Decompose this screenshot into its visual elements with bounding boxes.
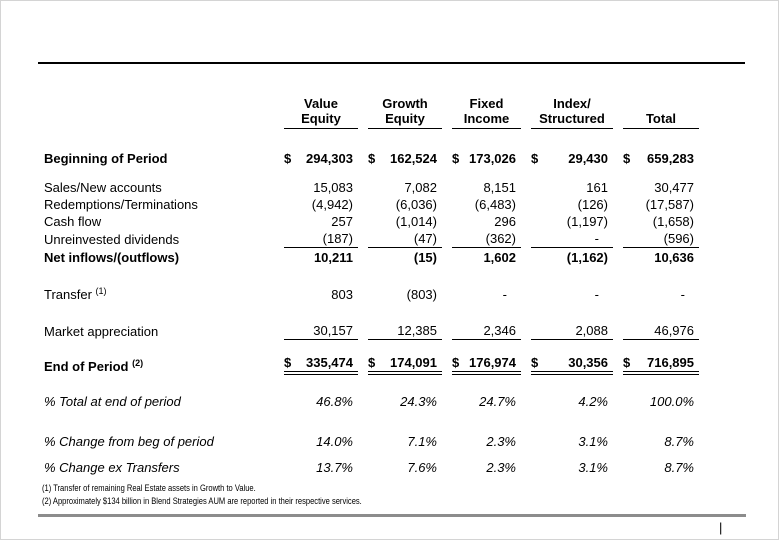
row-redemptions-terminations [44,196,704,213]
header-line1: Value [304,96,338,111]
cell-index-structured: 161 [586,180,608,195]
cell-total: 30,477 [654,180,694,195]
cell-fixed-income: 8,151 [483,180,516,195]
header-line1: Fixed [469,96,504,111]
cell-fixed-income: 24.7% [479,394,516,409]
cell-growth-equity: (47) [368,230,442,248]
cell-growth-equity: 7.1% [407,434,437,449]
cell-growth-equity: (1,014) [395,214,437,229]
cell-total [623,150,699,167]
row-label: Cash flow [44,214,102,229]
row-unreinvested-dividends [44,230,704,248]
currency-symbol: $ [623,355,631,370]
header-line1: Index/ [553,96,591,111]
cell-fixed-income: 296 [494,214,516,229]
currency-symbol: $ [284,355,292,370]
amount: 173,026 [469,151,516,166]
footnotes [42,482,423,508]
row-label: Sales/New accounts [44,180,162,195]
table-header-row [44,96,704,129]
header-line2: Income [463,111,510,126]
cell-total: 46,976 [623,322,699,340]
cell-index-structured [531,354,613,375]
cell-index-structured: (126) [577,197,608,212]
cell-growth-equity [368,354,442,375]
cell-growth-equity: 7.6% [407,460,437,475]
cell-total [623,354,699,375]
cell-growth-equity: 7,082 [404,180,437,195]
cell-index-structured: 3.1% [578,434,608,449]
text-cursor-mark: | [719,520,723,535]
header-line2: Total [645,111,677,126]
row-cash-flow [44,213,704,230]
cell-value-equity: 13.7% [316,460,353,475]
cell-growth-equity [368,150,442,167]
column-header-total [623,111,699,129]
row-label [44,355,274,375]
cell-total: 8.7% [664,460,694,475]
bottom-divider-rule [38,514,746,517]
row-transfer [44,283,704,303]
cell-total: - [680,287,685,302]
amount: 659,283 [647,151,694,166]
cell-index-structured [531,150,613,167]
amount: 294,303 [306,151,353,166]
cell-fixed-income: - [502,287,507,302]
cell-value-equity: 10,211 [313,250,353,265]
row-label: % Change from beg of period [44,434,214,449]
amount: 716,895 [647,355,694,370]
row-end-of-period [44,354,704,375]
cell-growth-equity: (6,036) [395,197,437,212]
row-market-appreciation [44,322,704,340]
cell-fixed-income: 1,602 [483,250,516,265]
row-label: Market appreciation [44,324,159,339]
row-label: Redemptions/Terminations [44,197,198,212]
cell-index-structured: (1,162) [566,250,608,265]
row-net-inflows-outflows [44,248,704,266]
row-label: Beginning of Period [44,151,168,166]
cell-value-equity: 46.8% [316,394,353,409]
row-label: % Change ex Transfers [44,460,180,475]
cell-value-equity: 14.0% [316,434,353,449]
row-label: Net inflows/(outflows) [44,250,180,265]
header-line1: Growth [382,96,428,111]
currency-symbol: $ [368,151,376,166]
amount: 174,091 [390,355,437,370]
currency-symbol: $ [368,355,376,370]
row-label: % Total at end of period [44,394,181,409]
cell-index-structured: 3.1% [578,460,608,475]
cell-total: 100.0% [649,394,694,409]
cell-value-equity: 257 [331,214,353,229]
cell-fixed-income: (362) [452,230,521,248]
aum-flows-table [44,96,704,476]
column-header-index-structured [531,96,613,129]
row-beginning-of-period [44,150,704,167]
cell-value-equity: (187) [284,230,358,248]
cell-fixed-income [452,150,521,167]
cell-fixed-income [452,354,521,375]
cell-index-structured: 2,088 [531,322,613,340]
cell-index-structured: - [594,287,599,302]
top-divider-rule [38,62,745,64]
amount: 162,524 [390,151,437,166]
cell-value-equity: 15,083 [313,180,353,195]
cell-value-equity: 30,157 [284,322,358,340]
cell-index-structured: - [531,230,613,248]
column-header-fixed-income [452,96,521,129]
footnote-2: (2) Approximately $134 billion in Blend Strategies AUM are reported in their respective services. [42,496,362,506]
row-pct-total-at-end [44,393,704,410]
cell-value-equity: (4,942) [311,197,353,212]
cell-growth-equity: (15) [413,250,437,265]
cell-total: (596) [623,230,699,248]
currency-symbol: $ [284,151,292,166]
cell-fixed-income: 2,346 [452,322,521,340]
label-text: Transfer [44,287,92,302]
cell-total: (17,587) [645,197,694,212]
footnote-reference-2: (2) [132,358,144,368]
currency-symbol: $ [452,151,460,166]
cell-growth-equity: (803) [406,287,437,302]
cell-total: 10,636 [654,250,694,265]
amount: 29,430 [568,151,608,166]
column-header-value-equity [284,96,358,129]
row-label [44,283,274,303]
currency-symbol: $ [531,151,539,166]
column-header-growth-equity [368,96,442,129]
row-pct-change-from-beginning [44,433,704,450]
currency-symbol: $ [531,355,539,370]
cell-index-structured: 4.2% [578,394,608,409]
footnote-reference-1: (1) [95,286,107,296]
row-pct-change-ex-transfers [44,459,704,476]
currency-symbol: $ [452,355,460,370]
cell-growth-equity: 24.3% [400,394,437,409]
amount: 176,974 [469,355,516,370]
cell-value-equity [284,150,358,167]
row-label: Unreinvested dividends [44,232,180,247]
amount: 335,474 [306,355,353,370]
cell-growth-equity: 12,385 [368,322,442,340]
header-line2: Structured [539,111,605,126]
header-line2: Equity [385,111,425,126]
cell-fixed-income: 2.3% [486,460,516,475]
amount: 30,356 [568,355,608,370]
header-line2: Equity [301,111,341,126]
cell-value-equity: 803 [331,287,353,302]
cell-total: 8.7% [664,434,694,449]
cell-fixed-income: (6,483) [474,197,516,212]
cell-fixed-income: 2.3% [486,434,516,449]
footnote-1: (1) Transfer of remaining Real Estate assets in Growth to Value. [42,483,256,493]
cell-total: (1,658) [652,214,694,229]
cell-value-equity [284,354,358,375]
label-text: End of Period [44,359,129,374]
currency-symbol: $ [623,151,631,166]
cell-index-structured: (1,197) [566,214,608,229]
row-sales-new-accounts [44,179,704,196]
